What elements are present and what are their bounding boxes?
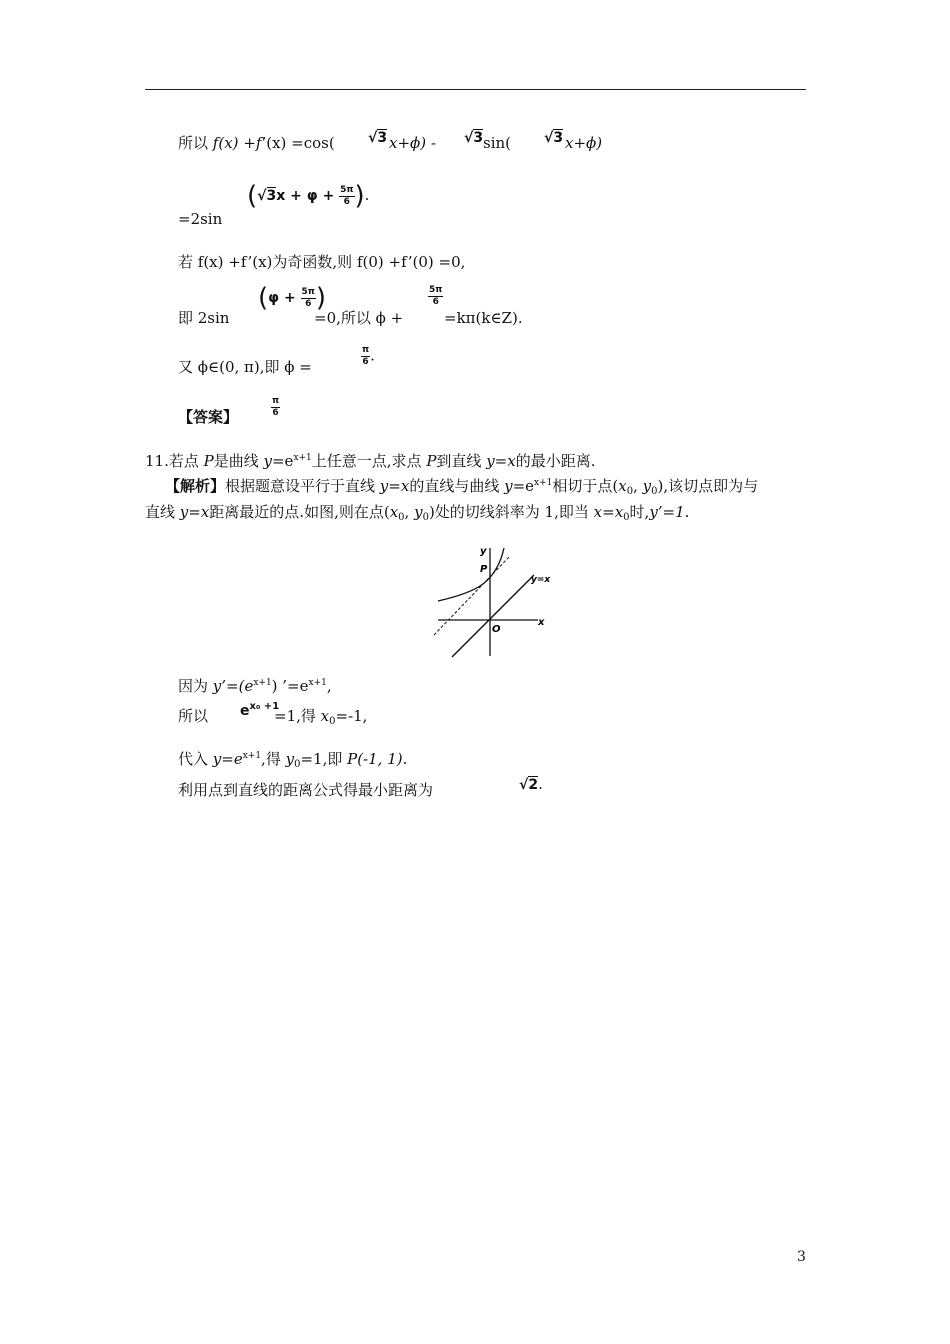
answer-frac: $\frac{\pi}{6}$: [272, 396, 280, 418]
after-line-2-exp: $e^{x_0 +1}$: [240, 701, 280, 719]
analysis-line-2: 直线 y=x距离最近的点.如图,则在点($x_0$, $y_0$)处的切线斜率为 1,即当 $x=x_0$时,y’=1.: [145, 503, 690, 523]
solution-line-4-end: =kπ(k∈Z).: [444, 309, 523, 327]
solution-line-2-label: =2sin: [178, 210, 223, 228]
solution-line-1-d: x+ϕ): [565, 134, 603, 152]
solution-line-1: 所以 f(x) +f’(x) =cos(: [178, 134, 335, 152]
solution-line-2-expr: (√3x + φ + $\frac{5\pi}{6}$ ).: [247, 181, 370, 211]
after-line-4: 利用点到直线的距离公式得最小距离为: [178, 781, 434, 799]
answer-label: 【答案】: [178, 408, 239, 426]
after-line-4-sqrt: √2.: [519, 775, 543, 793]
solution-line-3: 若 f(x) +f’(x)为奇函数,则 f(0) +f’(0) =0,: [178, 253, 466, 271]
after-line-1: 因为 $y’=(e^{x+1})$ $’=e^{x+1}$,: [178, 677, 332, 695]
after-line-3: 代入 $y=e^{x+1}$,得 $y_0=1$,即 P(-1, 1).: [178, 750, 408, 770]
solution-line-5-frac: $\frac{\pi}{6}$ .: [362, 345, 375, 367]
solution-line-1-c: sin(: [483, 134, 512, 152]
label-x: x: [538, 617, 545, 628]
page-number: 3: [797, 1249, 806, 1265]
analysis-line-1: 【解析】根据题意设平行于直线 y=x的直线与曲线 $y=e^{x+1}$相切于点($x_0$, $y_0$),该切点即为与: [165, 477, 759, 497]
label-y: y: [480, 546, 487, 557]
after-line-2-rest: =1,得 $x_0=-1$,: [274, 707, 368, 727]
after-line-2: 所以: [178, 707, 209, 725]
tangent-figure: [430, 538, 555, 662]
line-y-equals-x: [452, 575, 534, 657]
label-yx: y=x: [531, 575, 551, 585]
sqrt3-b: √3: [464, 130, 484, 146]
solution-line-4-label: 即 2sin: [178, 309, 230, 327]
solution-line-4-mid: =0,所以 ϕ +: [314, 309, 404, 327]
sqrt3-a: √3: [368, 130, 388, 146]
solution-line-4-expr: (φ + $\frac{5\pi}{6}$ ): [258, 283, 327, 313]
sqrt3-c: √3: [544, 130, 564, 146]
exponential-curve: [438, 548, 504, 601]
solution-line-1-b: x+ϕ) -: [389, 134, 436, 152]
problem-11-statement: 11.若点 P是曲线 $y=e^{x+1}$上任意一点,求点 P到直线 y=x的最小距离.: [145, 452, 596, 470]
solution-line-5: 又 ϕ∈(0, π),即 ϕ =: [178, 358, 312, 376]
label-O: O: [492, 624, 501, 635]
solution-line-4-frac: $\frac{5\pi}{6}$: [429, 285, 443, 307]
label-P: P: [480, 564, 488, 575]
header-rule: [145, 89, 806, 90]
